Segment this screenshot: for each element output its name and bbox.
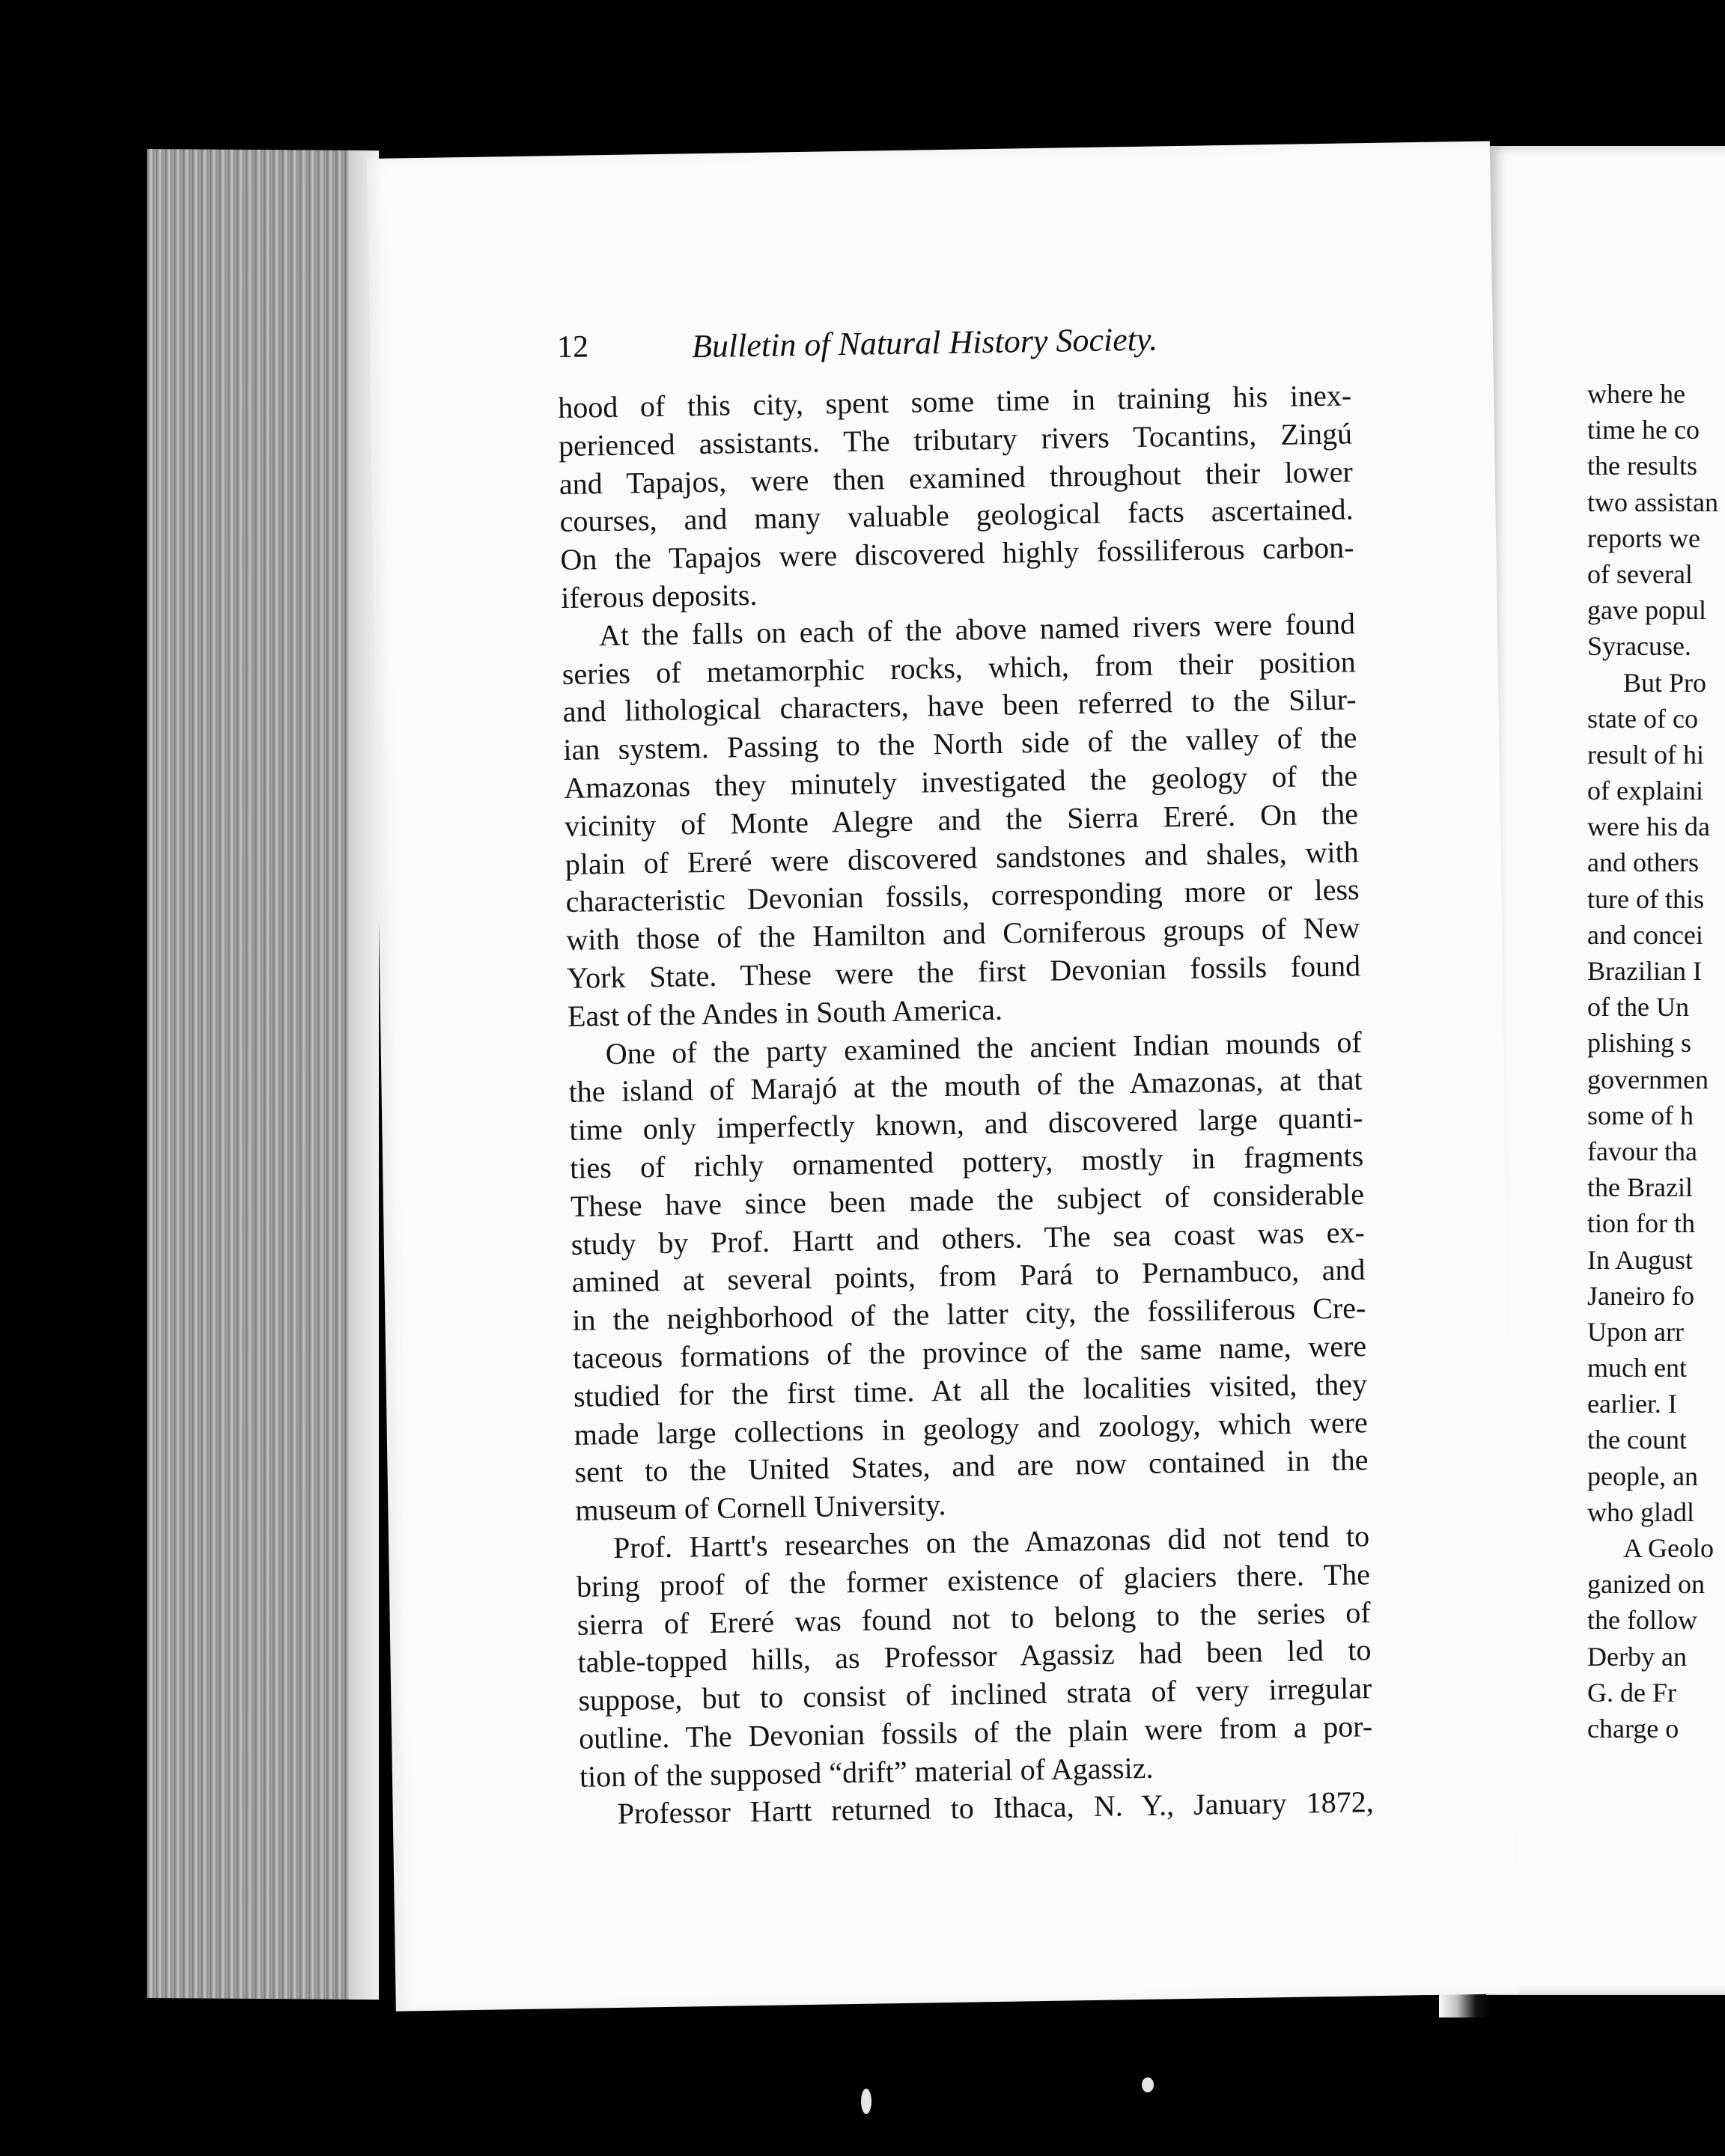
text-line: and concei bbox=[1587, 919, 1703, 950]
running-head bbox=[557, 317, 1306, 374]
text-line: characteristic Devonian fossils, corresponding more or less bbox=[565, 872, 1360, 919]
text-line: studied for the first time. At all the localities visited, they bbox=[573, 1366, 1368, 1413]
text-line: tion of the supposed “drift” material of Agassiz. bbox=[579, 1750, 1154, 1794]
text-line: of explaini bbox=[1587, 776, 1703, 806]
text-line: ture of this bbox=[1587, 883, 1704, 914]
text-line: At the falls on each of the above named rivers were found bbox=[598, 606, 1356, 652]
text-line: plain of Ereré were discovered sandstones and shales, with bbox=[565, 834, 1360, 881]
text-line: Amazonas they minutely investigated the geology of the bbox=[563, 758, 1358, 805]
text-line: made large collections in geology and zoology, which were bbox=[574, 1404, 1369, 1452]
page-number: 12 bbox=[556, 329, 589, 365]
text-line: bring proof of the former existence of glaciers there. The bbox=[576, 1556, 1371, 1604]
text-line: tion for th bbox=[1587, 1208, 1695, 1239]
text-line: Syracuse. bbox=[1587, 631, 1691, 662]
text-line: hood of this city, spent some time in training his inex- bbox=[557, 378, 1352, 425]
text-line: perienced assistants. The tributary rivers Tocantins, Zingú bbox=[558, 416, 1353, 463]
text-line: favour tha bbox=[1587, 1136, 1697, 1166]
text-line: Professor Hartt returned to Ithaca, N. Y., January 1872, bbox=[617, 1785, 1374, 1831]
text-line: On the Tapajos were discovered highly fossiliferous carbon- bbox=[560, 530, 1354, 577]
text-line: where he bbox=[1587, 379, 1685, 409]
text-line: time only imperfectly known, and discovered large quanti- bbox=[569, 1100, 1363, 1148]
text-line: outline. The Devonian fossils of the plain were from a por- bbox=[578, 1709, 1373, 1755]
text-line: earlier. I bbox=[1587, 1389, 1677, 1419]
text-line: and lithological characters, have been referred to the Silur- bbox=[562, 682, 1357, 729]
text-line: governmen bbox=[1587, 1064, 1709, 1094]
text-line: some of h bbox=[1587, 1100, 1694, 1130]
text-line: with those of the Hamilton and Corniferous groups of New bbox=[566, 910, 1360, 957]
text-line: suppose, but to consist of inclined strata of very irregular bbox=[578, 1671, 1372, 1717]
text-line: table-topped hills, as Professor Agassiz had been led to bbox=[577, 1633, 1372, 1680]
text-line: Upon arr bbox=[1587, 1316, 1684, 1347]
text-line: gave popul bbox=[1587, 595, 1706, 626]
text-line: ties of richly ornamented pottery, mostly in fragments bbox=[569, 1139, 1364, 1185]
text-line: the results bbox=[1587, 451, 1697, 481]
text-line: sent to the United States, and are now contained in the bbox=[574, 1443, 1369, 1490]
text-line: in the neighborhood of the latter city, the fossiliferous Cre- bbox=[572, 1291, 1366, 1338]
text-line: the count bbox=[1587, 1425, 1687, 1455]
text-line: A Geolo bbox=[1623, 1533, 1714, 1563]
text-line: of the Un bbox=[1587, 992, 1689, 1023]
left-page-body bbox=[558, 377, 1374, 1834]
text-line: of several bbox=[1587, 558, 1693, 589]
dust-speck bbox=[861, 2089, 871, 2114]
text-line: sierra of Ereré was found not to belong to the series of bbox=[576, 1595, 1372, 1642]
text-line: G. de Fr bbox=[1587, 1677, 1676, 1708]
text-line: and Tapajos, were then examined throughout their lower bbox=[559, 454, 1354, 501]
text-line: state of co bbox=[1587, 703, 1698, 734]
text-line: iferous deposits. bbox=[560, 577, 758, 615]
text-line: Prof. Hartt's researches on the Amazonas did not tend to bbox=[612, 1519, 1370, 1565]
text-line: amined at several points, from Pará to Pernambuco, and bbox=[571, 1252, 1366, 1300]
text-line: These have since been made the subject of considerable bbox=[570, 1176, 1365, 1223]
text-line: result of hi bbox=[1587, 739, 1704, 770]
text-line: reports we bbox=[1587, 523, 1700, 553]
text-line: study by Prof. Hartt and others. The sea coast was ex- bbox=[571, 1214, 1366, 1261]
text-line: time he co bbox=[1587, 415, 1700, 445]
text-line: people, an bbox=[1587, 1461, 1698, 1491]
text-line: ganized on bbox=[1587, 1569, 1705, 1600]
text-line: East of the Andes in South America. bbox=[567, 992, 1003, 1033]
text-line: the follow bbox=[1587, 1605, 1697, 1636]
text-line: the island of Marajó at the mouth of the Amazonas, at that bbox=[568, 1062, 1363, 1109]
text-line: Derby an bbox=[1587, 1641, 1687, 1672]
text-line: plishing s bbox=[1587, 1028, 1692, 1059]
text-line: York State. These were the first Devonian fossils found bbox=[566, 948, 1361, 995]
text-line: ian system. Passing to the North side of the valley of the bbox=[563, 720, 1357, 767]
text-line: and others bbox=[1587, 847, 1699, 878]
left-page bbox=[367, 141, 1519, 2011]
text-line: were his da bbox=[1587, 811, 1710, 842]
text-line: In August bbox=[1587, 1244, 1694, 1275]
text-line: courses, and many valuable geological facts ascertained. bbox=[559, 492, 1354, 539]
right-page-body bbox=[1587, 376, 1725, 1747]
running-head-title: Bulletin of Natural History Society. bbox=[691, 320, 1158, 365]
page-edges bbox=[147, 149, 371, 2000]
text-line: much ent bbox=[1587, 1353, 1687, 1383]
text-line: Brazilian I bbox=[1587, 956, 1702, 986]
text-line: vicinity of Monte Alegre and the Sierra Ereré. On the bbox=[564, 797, 1359, 843]
text-line: But Pro bbox=[1623, 667, 1707, 698]
text-line: the Brazil bbox=[1587, 1172, 1693, 1203]
text-line: who gladl bbox=[1587, 1496, 1694, 1527]
text-line: two assistan bbox=[1587, 487, 1718, 517]
text-line: series of metamorphic rocks, which, from their position bbox=[562, 644, 1357, 691]
text-line: One of the party examined the ancient Indian mounds of bbox=[605, 1024, 1363, 1071]
text-line: Janeiro fo bbox=[1587, 1280, 1694, 1311]
text-line: taceous formations of the province of the same name, were bbox=[572, 1329, 1367, 1375]
dust-speck bbox=[1142, 2077, 1154, 2092]
text-line: museum of Cornell University. bbox=[575, 1487, 946, 1527]
text-line: charge o bbox=[1587, 1713, 1679, 1744]
